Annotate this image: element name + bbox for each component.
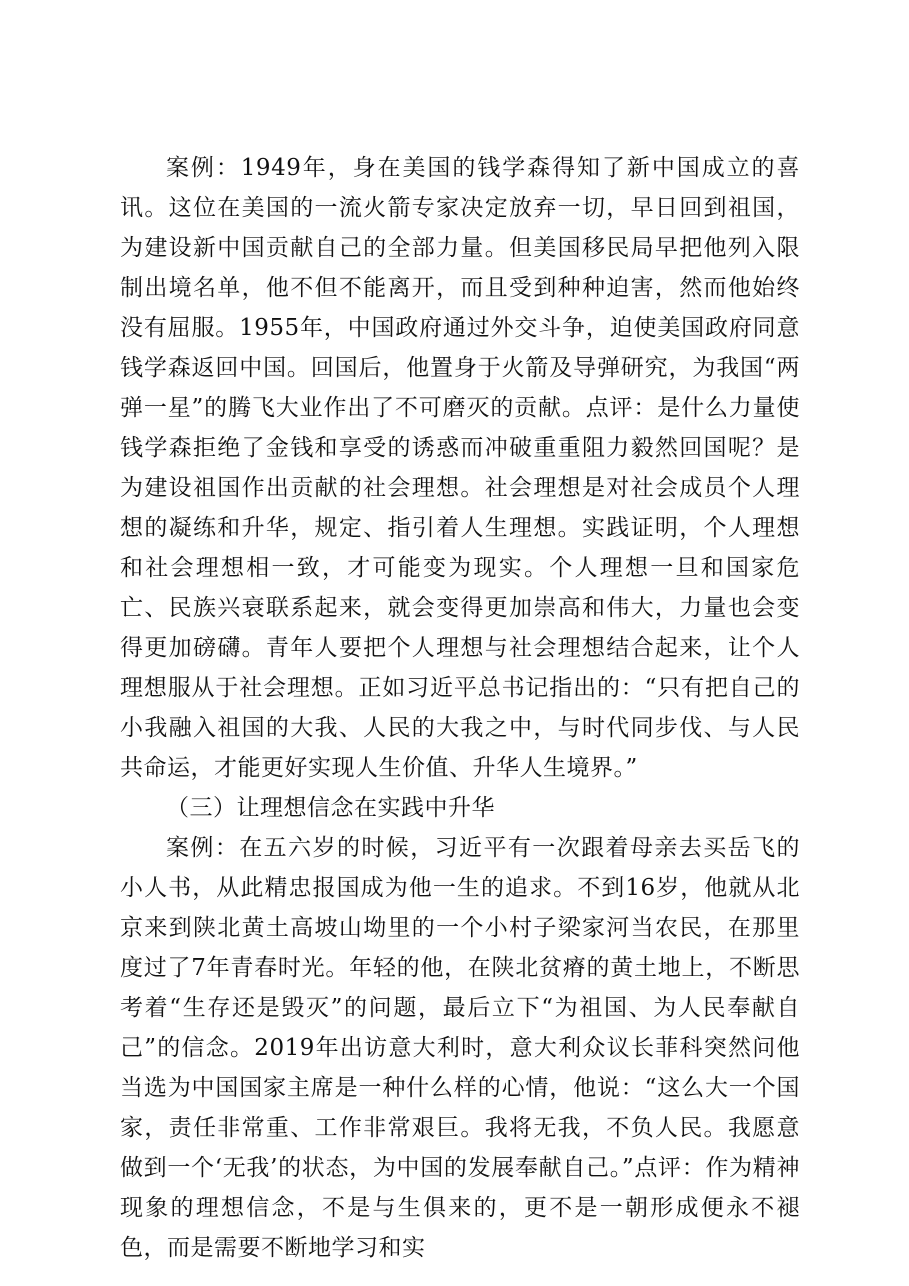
- document-body: [120, 148, 800, 1268]
- paragraph-qian-xuesen-case: 案例：1949年，身在美国的钱学森得知了新中国成立的喜讯。这位在美国的一流火箭专家决定放弃一切，早日回到祖国，为建设新中国贡献自己的全部力量。但美国移民局早把他列入限制出境名单，他不但不能离开，而且受到种种迫害，然而他始终没有屈服。1955年，中国政府通过外交斗争，迫使美国政府同意钱学森返回中国。回国后，他置身于火箭及导弹研究，为我国“两弹一星”的腾飞大业作出了不可磨灭的贡献。点评：是什么力量使钱学森拒绝了金钱和享受的诱惑而冲破重重阻力毅然回国呢？是为建设祖国作出贡献的社会理想。社会理想是对社会成员个人理想的凝练和升华，规定、指引着人生理想。实践证明，个人理想和社会理想相一致，才可能变为现实。个人理想一旦和国家危亡、民族兴衰联系起来，就会变得更加崇高和伟大，力量也会变得更加磅礴。青年人要把个人理想与社会理想结合起来，让个人理想服从于社会理想。正如习近平总书记指出的：“只有把自己的小我融入祖国的大我、人民的大我之中，与时代同步伐、与人民共命运，才能更好实现人生价值、升华人生境界。”: [120, 155, 800, 781]
- section-heading: （三）让理想信念在实践中升华: [166, 795, 495, 821]
- paragraph-xi-jinping-case: 案例：在五六岁的时候，习近平有一次跟着母亲去买岳飞的小人书，从此精忠报国成为他一生的追求。不到16岁，他就从北京来到陕北黄土高坡山坳里的一个小村子梁家河当农民，在那里度过了7年青春时光。年轻的他，在陕北贫瘠的黄土地上，不断思考着“生存还是毁灭”的问题，最后立下“为祖国、为人民奉献自己”的信念。2019年出访意大利时，意大利众议长菲科突然问他当选为中国国家主席是一种什么样的心情，他说：“这么大一个国家，责任非常重、工作非常艰巨。我将无我，不负人民。我愿意做到一个‘无我’的状态，为中国的发展奉献自己。”点评：作为精神现象的理想信念，不是与生俱来的，更不是一朝形成便永不褪色，而是需要不断地学习和实: [120, 835, 800, 1261]
